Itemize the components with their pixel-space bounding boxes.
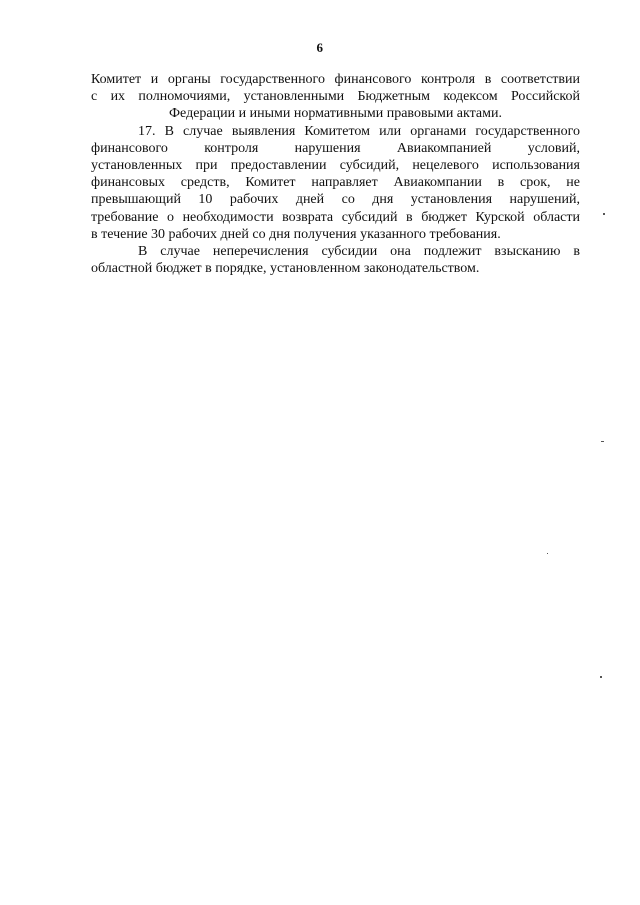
scan-speck <box>601 441 604 442</box>
page-number: 6 <box>316 40 324 55</box>
text-line: финансовых средств, Комитет направляет Авиакомпании в срок, не <box>91 175 580 191</box>
scan-speck <box>600 676 602 678</box>
text-line: требование о необходимости возврата субсидий в бюджет Курской области <box>91 209 580 225</box>
text-line: превышающий 10 рабочих дней со дня установления нарушений, <box>91 192 580 208</box>
scan-speck <box>547 553 548 554</box>
paragraph-3 <box>91 243 580 277</box>
text-line: финансового контроля нарушения Авиакомпанией условий, <box>91 140 580 156</box>
document-body <box>91 71 580 277</box>
paragraph-17 <box>91 123 580 243</box>
text-line: Комитет и органы государственного финансового контроля в соответствии <box>91 72 580 87</box>
text-line: с их полномочиями, установленными Бюджетным кодексом Российской <box>91 89 580 105</box>
text-line: 17. В случае выявления Комитетом или органами государственного <box>138 123 580 139</box>
text-line: в течение 30 рабочих дней со дня получения указанного требования. <box>91 226 501 242</box>
paragraph-1 <box>91 71 580 123</box>
text-line: Федерации и иными нормативными правовыми актами. <box>169 106 502 122</box>
text-line: областной бюджет в порядке, установленном законодательством. <box>91 261 480 277</box>
text-line: В случае неперечисления субсидии она подлежит взысканию в <box>138 244 580 260</box>
text-line: установленных при предоставлении субсидий, нецелевого использования <box>91 158 580 174</box>
scan-speck <box>603 213 605 215</box>
